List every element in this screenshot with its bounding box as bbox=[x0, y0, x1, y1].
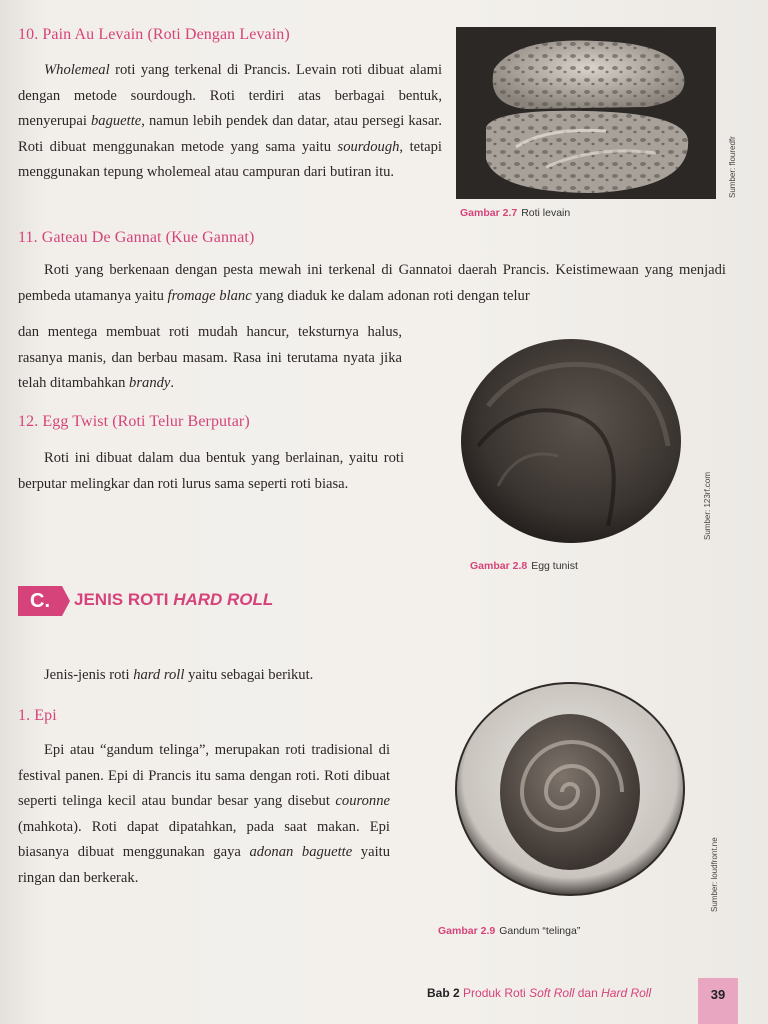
text-run: , tetapi menggunakan tepung wholemeal atau campuran dari butiran itu. bbox=[18, 138, 442, 180]
italic-term: sourdough bbox=[337, 138, 400, 155]
caption-gambar-2-7 bbox=[460, 207, 570, 219]
heading-pain-au-levain: 10. Pain Au Levain (Roti Dengan Levain) bbox=[18, 26, 290, 43]
text-run: dan mentega membuat roti mudah hancur, teksturnya halus, rasanya manis, dan berbau masam. Rasa ini terutama nyata jika telah ditambahkan bbox=[18, 324, 402, 391]
caption-text: Roti levain bbox=[521, 207, 571, 219]
text-run: . bbox=[170, 375, 175, 391]
text-run: yaitu sebagai berikut. bbox=[184, 667, 314, 683]
italic-term: Wholemeal bbox=[44, 62, 110, 78]
footer-chapter: Bab 2 bbox=[427, 986, 460, 1000]
source-gandum-telinga: Sumber: loudfront.ne bbox=[710, 837, 719, 912]
section-c-title-plain: JENIS ROTI bbox=[74, 590, 174, 609]
caption-label: Gambar 2.8 bbox=[470, 560, 528, 572]
heading-gateau-de-gannat: 11. Gateau De Gannat (Kue Gannat) bbox=[18, 229, 255, 246]
paragraph-section-c-intro bbox=[18, 663, 438, 689]
text-run: Roti ini dibuat dalam dua bentuk yang berlainan, yaitu roti berputar melingkar dan roti lurus sama seperti roti biasa. bbox=[18, 450, 404, 492]
footer-title bbox=[463, 986, 651, 1000]
italic-term: brandy bbox=[129, 375, 171, 391]
paragraph-pain-au-levain bbox=[18, 58, 442, 186]
footer-title-hard: Hard Roll bbox=[601, 986, 652, 1000]
text-run: (mahkota). Roti dapat dipatahkan, pada saat makan. Epi biasanya dibuat menggunakan gaya bbox=[18, 818, 390, 860]
source-egg-twist: Sumber: 123rf.com bbox=[703, 471, 712, 540]
caption-text: Egg tunist bbox=[531, 560, 578, 572]
italic-term: adonan baguette bbox=[249, 844, 353, 860]
source-roti-levain: Sumber: flouredfr bbox=[728, 136, 737, 198]
footer-title-prefix: Produk Roti bbox=[463, 986, 530, 1000]
text-run: Roti yang berkenaan dengan pesta mewah ini terkenal di Gannatoi daerah Prancis. Keistimewaan yang menjadi pembeda utamanya yaitu bbox=[18, 262, 726, 304]
italic-term: couronne bbox=[335, 793, 390, 809]
italic-term: baguette bbox=[90, 113, 142, 129]
italic-term: hard roll bbox=[133, 667, 185, 683]
section-c-title-italic: HARD ROLL bbox=[173, 590, 274, 609]
gandum-telinga-photo bbox=[454, 680, 686, 898]
page-number: 39 bbox=[698, 978, 738, 1024]
egg-twist-photo bbox=[458, 336, 684, 546]
paragraph-gateau-de-gannat-2 bbox=[18, 320, 402, 397]
text-run: , namun lebih pendek dan datar, atau persegi kasar. Roti dibuat menggunakan metode yang sama yaitu bbox=[18, 113, 442, 155]
heading-epi: 1. Epi bbox=[18, 707, 57, 724]
heading-egg-twist: 12. Egg Twist (Roti Telur Berputar) bbox=[18, 413, 250, 430]
italic-term: fromage blanc bbox=[167, 287, 252, 304]
page-footer bbox=[427, 986, 651, 1000]
roti-levain-photo bbox=[456, 27, 716, 199]
footer-title-and: dan bbox=[574, 986, 602, 1000]
text-run: Jenis-jenis roti bbox=[44, 667, 134, 683]
paragraph-epi bbox=[18, 738, 390, 891]
text-run: yang diaduk ke dalam adonan roti dengan telur bbox=[251, 287, 530, 304]
section-c-title bbox=[74, 590, 273, 610]
footer-title-soft: Soft Roll bbox=[529, 986, 575, 1000]
paragraph-gateau-de-gannat-1 bbox=[18, 258, 726, 309]
text-run: yaitu ringan dan berkerak. bbox=[18, 844, 390, 886]
text-run: roti yang terkenal di Prancis. Levain roti dibuat alami dengan metode sourdough. Roti terdiri atas berbagai bentuk, menyerupai bbox=[18, 62, 442, 129]
text-run: Epi atau “gandum telinga”, merupakan roti tradisional di festival panen. Epi di Prancis itu sama dengan roti. Roti dibuat seperti telinga kecil atau bundar besar yang disebut bbox=[18, 742, 390, 809]
caption-label: Gambar 2.7 bbox=[460, 207, 518, 219]
section-c-badge: C. bbox=[18, 586, 62, 616]
caption-label: Gambar 2.9 bbox=[438, 925, 496, 937]
caption-gambar-2-9 bbox=[438, 925, 580, 937]
caption-gambar-2-8 bbox=[470, 560, 578, 572]
caption-text: Gandum “telinga” bbox=[499, 925, 581, 937]
paragraph-egg-twist bbox=[18, 446, 404, 497]
